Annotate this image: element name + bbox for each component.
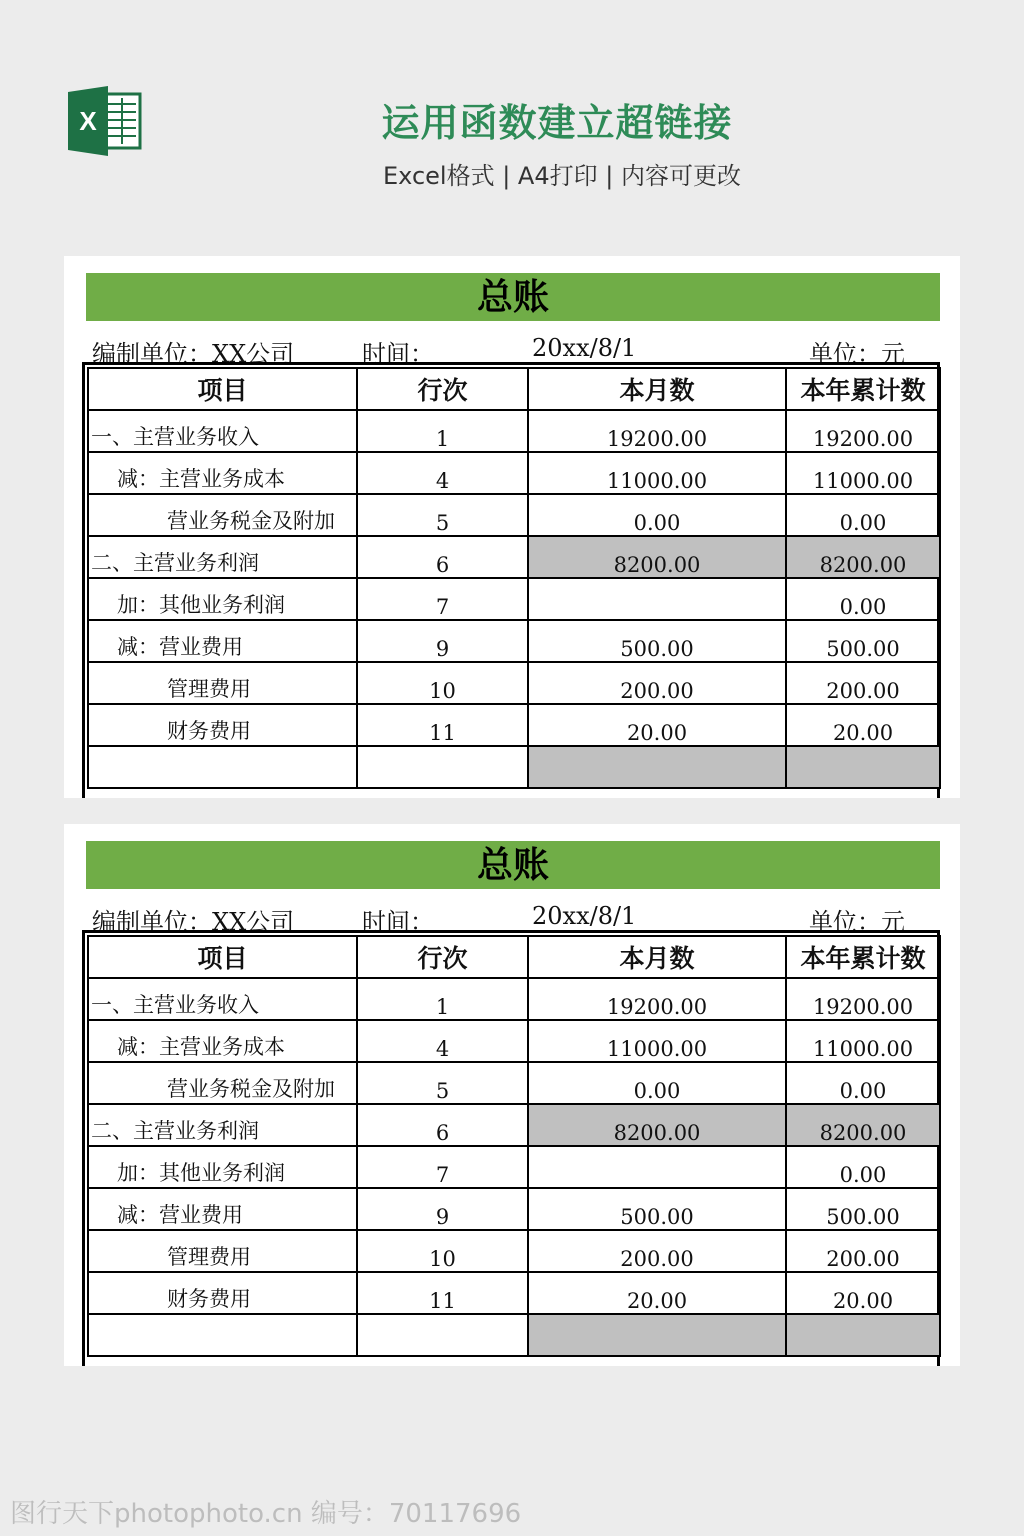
table-row [88,1062,940,1104]
month-cell: 11000.00 [528,452,786,494]
ledger-table-frame [82,362,940,798]
year-cell: 0.00 [786,1146,940,1188]
line-cell [357,746,528,788]
table-row [88,410,940,452]
month-cell: 20.00 [528,1272,786,1314]
line-cell: 10 [357,1230,528,1272]
year-cell [786,1314,940,1356]
time-label: 时间： [362,340,434,368]
year-cell: 11000.00 [786,452,940,494]
month-cell: 500.00 [528,1188,786,1230]
year-cell: 0.00 [786,1062,940,1104]
line-cell: 11 [357,704,528,746]
month-cell: 200.00 [528,1230,786,1272]
year-cell: 0.00 [786,494,940,536]
month-cell [528,1314,786,1356]
item-cell: 营业务税金及附加 [88,494,357,536]
item-cell: 财务费用 [88,704,357,746]
line-cell: 5 [357,494,528,536]
line-cell: 11 [357,1272,528,1314]
month-cell: 20.00 [528,704,786,746]
item-cell: 减：主营业务成本 [88,452,357,494]
month-cell: 11000.00 [528,1020,786,1062]
item-cell: 一、主营业务收入 [88,410,357,452]
table-row [88,578,940,620]
date-value: 20xx/8/1 [532,902,637,930]
year-cell: 19200.00 [786,410,940,452]
month-cell: 0.00 [528,1062,786,1104]
svg-text:X: X [79,106,97,136]
item-cell: 营业务税金及附加 [88,1062,357,1104]
col-header-month: 本月数 [528,936,786,978]
table-row [88,452,940,494]
month-cell: 19200.00 [528,978,786,1020]
line-cell: 1 [357,410,528,452]
currency-label: 单位：元 [809,908,905,936]
col-header-item: 项目 [88,936,357,978]
line-cell: 6 [357,1104,528,1146]
month-cell [528,1146,786,1188]
month-cell: 8200.00 [528,536,786,578]
table-row [88,1020,940,1062]
month-cell: 0.00 [528,494,786,536]
header-row [88,368,940,410]
item-cell: 减：主营业务成本 [88,1020,357,1062]
year-cell: 20.00 [786,1272,940,1314]
line-cell: 9 [357,1188,528,1230]
table-row [88,494,940,536]
item-cell [88,746,357,788]
table-row [88,1272,940,1314]
sheet-preview [64,824,960,1366]
ledger-table-frame [82,930,940,1366]
company-label: 编制单位：XX公司 [92,340,295,368]
table-row [88,704,940,746]
year-cell: 200.00 [786,662,940,704]
item-cell: 管理费用 [88,662,357,704]
year-cell: 500.00 [786,620,940,662]
line-cell: 7 [357,578,528,620]
col-header-line: 行次 [357,936,528,978]
line-cell: 10 [357,662,528,704]
table-row [88,1104,940,1146]
item-cell: 加：其他业务利润 [88,578,357,620]
line-cell: 9 [357,620,528,662]
item-cell: 管理费用 [88,1230,357,1272]
watermark: 图行天下photophoto.cn 编号：70117696 [10,1499,522,1529]
line-cell: 6 [357,536,528,578]
table-row [88,1188,940,1230]
line-cell: 5 [357,1062,528,1104]
month-cell [528,578,786,620]
col-header-line: 行次 [357,368,528,410]
month-cell [528,746,786,788]
table-row [88,1146,940,1188]
year-cell: 500.00 [786,1188,940,1230]
col-header-item: 项目 [88,368,357,410]
table-row [88,620,940,662]
item-cell: 减：营业费用 [88,620,357,662]
ledger-table [87,367,941,789]
item-cell: 减：营业费用 [88,1188,357,1230]
line-cell: 1 [357,978,528,1020]
ledger-table [87,935,941,1357]
page-title: 运用函数建立超链接 [381,101,733,145]
line-cell: 4 [357,452,528,494]
item-cell: 一、主营业务收入 [88,978,357,1020]
line-cell [357,1314,528,1356]
sheet-title: 总账 [86,841,940,889]
col-header-year: 本年累计数 [786,368,940,410]
sheet-title: 总账 [86,273,940,321]
year-cell: 8200.00 [786,536,940,578]
table-row [88,1230,940,1272]
year-cell [786,746,940,788]
company-label: 编制单位：XX公司 [92,908,295,936]
month-cell: 19200.00 [528,410,786,452]
table-row [88,978,940,1020]
sheet-preview [64,256,960,798]
date-value: 20xx/8/1 [532,334,637,362]
time-label: 时间： [362,908,434,936]
month-cell: 8200.00 [528,1104,786,1146]
col-header-month: 本月数 [528,368,786,410]
year-cell: 11000.00 [786,1020,940,1062]
year-cell: 8200.00 [786,1104,940,1146]
page-subtitle: Excel格式 | A4打印 | 内容可更改 [383,162,741,190]
month-cell: 500.00 [528,620,786,662]
item-cell [88,1314,357,1356]
col-header-year: 本年累计数 [786,936,940,978]
header-row [88,936,940,978]
line-cell: 4 [357,1020,528,1062]
month-cell: 200.00 [528,662,786,704]
year-cell: 200.00 [786,1230,940,1272]
item-cell: 加：其他业务利润 [88,1146,357,1188]
item-cell: 二、主营业务利润 [88,1104,357,1146]
year-cell: 20.00 [786,704,940,746]
table-row [88,536,940,578]
item-cell: 财务费用 [88,1272,357,1314]
line-cell: 7 [357,1146,528,1188]
item-cell: 二、主营业务利润 [88,536,357,578]
table-row-cut [88,1314,940,1356]
table-row-cut [88,746,940,788]
currency-label: 单位：元 [809,340,905,368]
table-row [88,662,940,704]
year-cell: 0.00 [786,578,940,620]
year-cell: 19200.00 [786,978,940,1020]
